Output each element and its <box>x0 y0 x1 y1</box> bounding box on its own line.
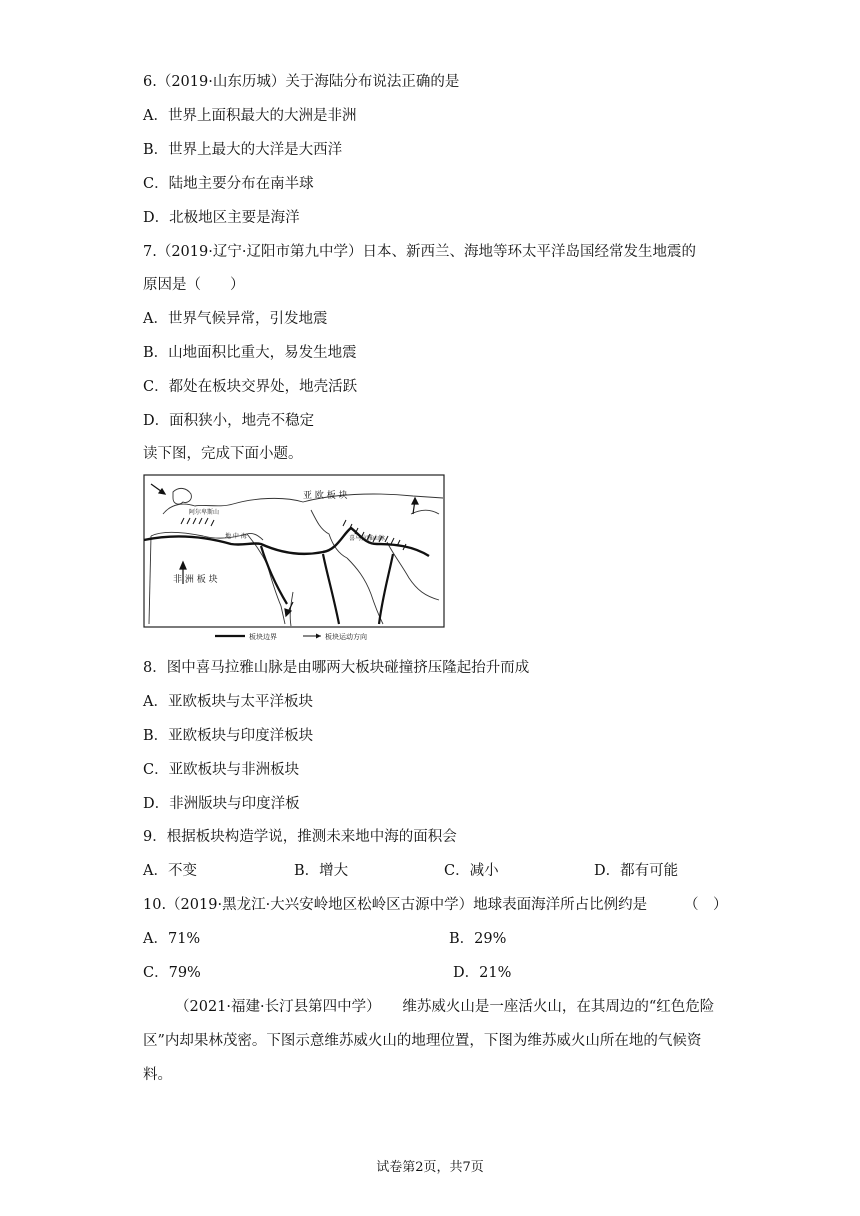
q7-option-b: B．山地面积比重大，易发生地震 <box>143 345 357 361</box>
label-himalaya: 喜马拉雅山脉 <box>349 535 386 542</box>
q9-option-a: A．不变 <box>143 863 197 879</box>
q6-option-c: C．陆地主要分布在南半球 <box>143 176 314 192</box>
legend-boundary: 板块边界 <box>249 633 277 641</box>
plate-map-figure <box>143 474 445 644</box>
q8-stem: 8．图中喜马拉雅山脉是由哪两大板块碰撞挤压隆起抬升而成 <box>143 660 530 676</box>
q7-option-a: A．世界气候异常，引发地震 <box>143 311 328 327</box>
q8-option-d: D．非洲版块与印度洋板 <box>143 796 300 812</box>
q8-option-a: A．亚欧板块与太平洋板块 <box>143 694 313 710</box>
label-eurasian-plate: 亚 欧 板 块 <box>303 491 348 501</box>
vesuvius-passage: （2021·福建·长汀县第四中学） 维苏威火山是一座活火山，在其周边的“红色危险区”内却果林茂密。下图示意维苏威火山的地理位置，下图为维苏威火山所在地的气候资料。 <box>143 999 715 1083</box>
q9-option-b: B．增大 <box>294 863 349 879</box>
q9-option-d: D．都有可能 <box>594 863 679 879</box>
label-mediterranean: 地 中 海 <box>225 533 247 540</box>
q9-option-c: C．减小 <box>444 863 499 879</box>
page-footer: 试卷第2页，共7页 <box>376 1160 484 1175</box>
q10-option-b: B．29% <box>449 931 507 947</box>
q6-option-d: D．北极地区主要是海洋 <box>143 210 300 226</box>
legend-direction: 板块运动方向 <box>325 633 367 641</box>
q7-stem-line2: 原因是（ ） <box>143 277 245 293</box>
q10-answer-paren: （ ） <box>684 897 728 913</box>
q8-option-b: B．亚欧板块与印度洋板块 <box>143 728 314 744</box>
q7-option-c: C．都处在板块交界处，地壳活跃 <box>143 379 358 395</box>
q10-option-c: C．79% <box>143 965 201 981</box>
q6-option-a: A．世界上面积最大的大洲是非洲 <box>143 108 357 124</box>
q6-option-b: B．世界上最大的大洋是大西洋 <box>143 142 343 158</box>
q6-stem: 6.（2019·山东历城）关于海陆分布说法正确的是 <box>143 74 460 90</box>
q8-option-c: C．亚欧板块与非洲板块 <box>143 762 300 778</box>
q10-option-d: D．21% <box>453 965 512 981</box>
map-intro: 读下图，完成下面小题。 <box>143 446 303 462</box>
q7-option-d: D．面积狭小，地壳不稳定 <box>143 413 315 429</box>
q10-stem: 10.（2019·黑龙江·大兴安岭地区松岭区古源中学）地球表面海洋所占比例约是 <box>143 897 648 913</box>
q10-option-a: A．71% <box>143 931 201 947</box>
plate-map <box>143 474 445 644</box>
q9-stem: 9．根据板块构造学说，推测未来地中海的面积会 <box>143 829 457 845</box>
q7-stem-line1: 7.（2019·辽宁·辽阳市第九中学）日本、新西兰、海地等环太平洋岛国经常发生地震的 <box>143 244 696 260</box>
label-african-plate: 非 洲 板 块 <box>173 575 218 585</box>
label-alps: 阿尔卑斯山 <box>189 509 220 516</box>
